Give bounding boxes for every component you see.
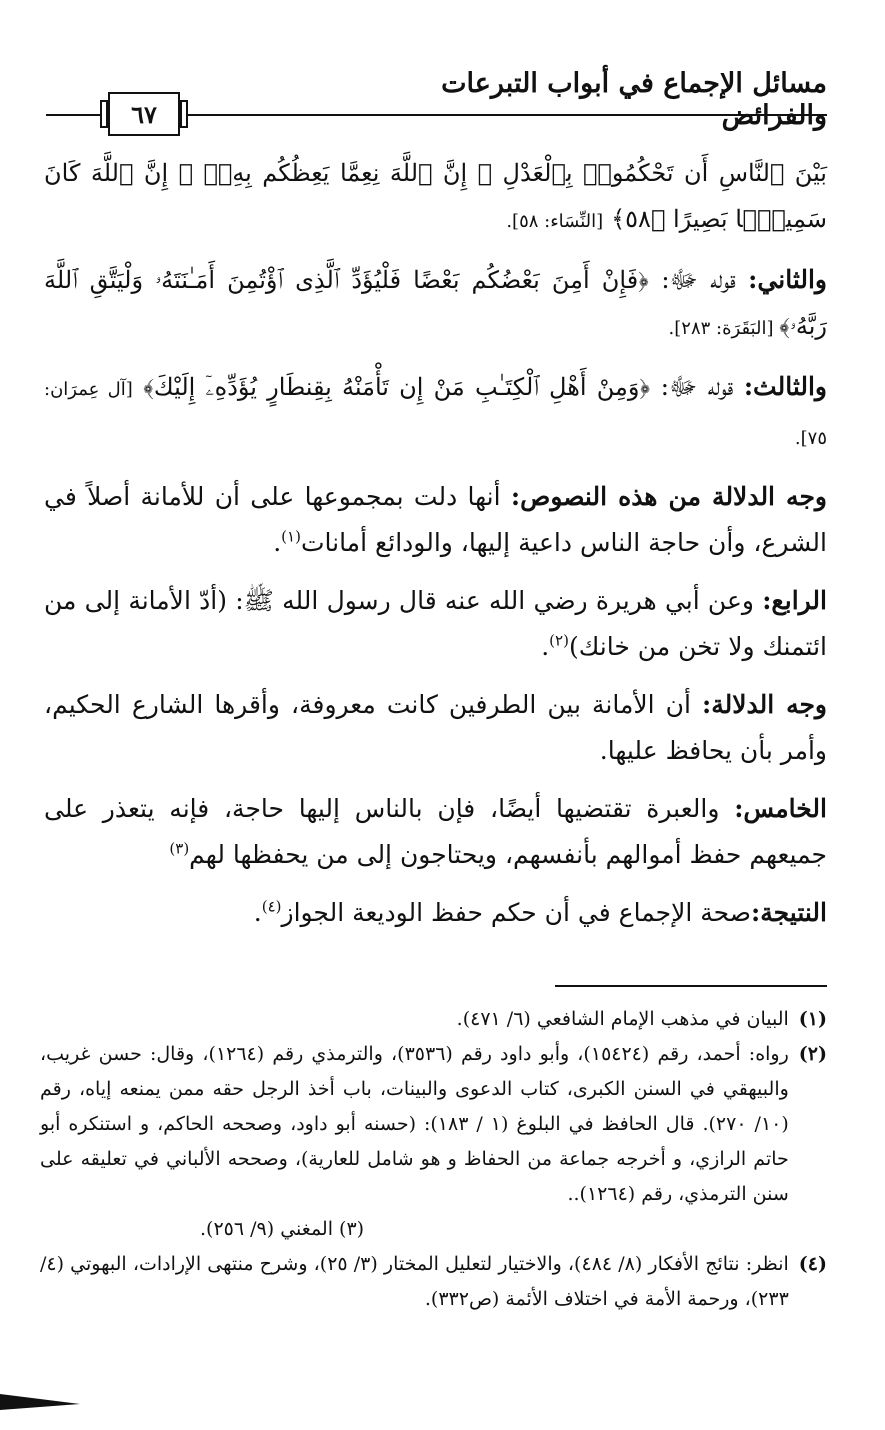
paragraph-end: . [541, 632, 550, 661]
quran-verse: بَيْنَ ٱلنَّاسِ أَن تَحْكُمُوا۟ بِٱلْعَدْلِ ۚ إِنَّ ٱللَّهَ نِعِمَّا يَعِظُكُم بِهِۦٓ ۗ إِنَّ ٱللَّهَ كَانَ سَمِيعًۢا بَصِيرًا ﴿٥٨﴾ [44, 159, 827, 233]
paragraph-fourth-proof [44, 578, 827, 670]
paragraph-label: النتيجة: [751, 898, 827, 927]
footnote-marker: (٤) [261, 897, 282, 916]
paragraph-label: الخامس: [734, 794, 827, 823]
page-number: ٦٧ [131, 99, 157, 129]
paragraph-fifth-proof [44, 786, 827, 878]
paragraph-evidence-aspect [44, 474, 827, 566]
paragraph-verse-continuation [44, 150, 827, 245]
footnote-text: انظر: نتائج الأفكار (٨/ ٤٨٤)، والاختيار لتعليل المختار (٣/ ٢٥)، وشرح منتهى الإرادات، البهوتي (٤/ ٢٣٣)، ورحمة الأمة في اختلاف الأئمة (ص٣٣٢). [40, 1253, 789, 1310]
paragraph-text: أن الأمانة بين الطرفين كانت معروفة، وأقرها الشارع الحكيم، وأمر بأن يحافظ عليها. [44, 690, 827, 765]
paragraph-text: قوله ﷻ: [648, 265, 749, 294]
footnote-number: (٤) [798, 1253, 827, 1275]
footnote-separator [555, 985, 827, 987]
paragraph-label: الرابع: [762, 586, 827, 615]
main-text [44, 150, 827, 948]
quran-verse: ﴿فَإِنْ أَمِنَ بَعْضُكُم بَعْضًا فَلْيُؤَدِّ ٱلَّذِى ٱؤْتُمِنَ أَمَـٰنَتَهُۥ وَلْيَتَّقِ ٱللَّهَ رَبَّهُۥ﴾ [44, 266, 827, 340]
footnote-marker: (١) [281, 527, 301, 546]
paragraph-third-proof [44, 364, 827, 462]
footnote-text [40, 1037, 789, 1247]
footnote [40, 1037, 827, 1247]
verse-reference: [النِّسَاء: ٥٨]. [506, 211, 604, 232]
paragraph-label: وجه الدلالة: [702, 690, 828, 719]
footnote-number: (١) [798, 1008, 827, 1030]
running-title: مسائل الإجماع في أبواب التبرعات والفرائض [441, 68, 827, 132]
paragraph-text: وعن أبي هريرة رضي الله عنه قال رسول الله ﷺ: (أدّ الأمانة إلى من ائتمنك ولا تخن من خانك) [44, 586, 827, 661]
paragraph-text: والعبرة تقتضيها أيضًا، فإن بالناس إليها حاجة، فإنه يتعذر على جميعهم حفظ أموالهم بأنفسهم، ويحتاجون إلى من يحفظها لهم [44, 794, 827, 869]
verse-reference: [البَقَرَة: ٢٨٣]. [668, 318, 780, 339]
paragraph-conclusion [44, 890, 827, 936]
footnote [40, 1002, 827, 1037]
footnotes [40, 1002, 827, 1317]
footnote-marker: (٣) [169, 839, 190, 858]
footnote-number: (٢) [798, 1043, 827, 1065]
page-number-frame [108, 92, 180, 136]
verse-reference: [آل عِمرَان: ٧٥]. [44, 379, 827, 449]
footnote [40, 1247, 827, 1317]
paragraph-text: صحة الإجماع في أن حكم حفظ الوديعة الجواز [281, 898, 752, 927]
paragraph-end: . [253, 898, 262, 927]
footnote-text: البيان في مذهب الإمام الشافعي (٦/ ٤٧١). [456, 1008, 789, 1030]
scan-edge-mark [0, 1392, 80, 1412]
paragraph-second-proof [44, 257, 827, 352]
footnote-inline-note: (٣) المغني (٩/ ٢٥٦). [200, 1218, 365, 1240]
paragraph-evidence-aspect-2 [44, 682, 827, 774]
paragraph-label: وجه الدلالة من هذه النصوص: [510, 482, 827, 511]
header-rule-left [46, 114, 108, 116]
paragraph-label: والثالث: [743, 372, 828, 401]
paragraph-text: أنها دلت بمجموعها على أن للأمانة أصلاً في الشرع، وأن حاجة الناس داعية إليها، والودائع أمانات [44, 482, 827, 557]
paragraph-end: . [273, 528, 282, 557]
paragraph-text: قوله ﷻ: [650, 372, 744, 401]
paragraph-label: والثاني: [748, 265, 827, 294]
quran-verse: ﴿وَمِنْ أَهْلِ ٱلْكِتَـٰبِ مَنْ إِن تَأْمَنْهُ بِقِنطَارٍ يُؤَدِّهِۦٓ إِلَيْكَ﴾ [143, 373, 651, 401]
footnote-body: رواه: أحمد، رقم (١٥٤٢٤)، وأبو داود رقم (٣٥٣٦)، والترمذي رقم (١٢٦٤)، وقال: حسن غريب، والبيهقي في السنن الكبرى، كتاب الدعوى والبينات، باب أخذ الرجل حقه ممن يمنعه إياه، رقم (١٠/ ٢٧٠). قال الحافظ في البلوغ (١ / ١٨٣): (حسنه أبو داود، وصححه الحاكم، و استنكره أبو حاتم الرازي، و أخرجه جماعة من الحفاظ و هو شامل للعارية)، وصححه الألباني في تعليقه على سنن الترمذي، رقم (١٢٦٤).. [40, 1043, 789, 1205]
header-rule [180, 114, 827, 116]
footnote-marker: (٢) [549, 631, 569, 650]
